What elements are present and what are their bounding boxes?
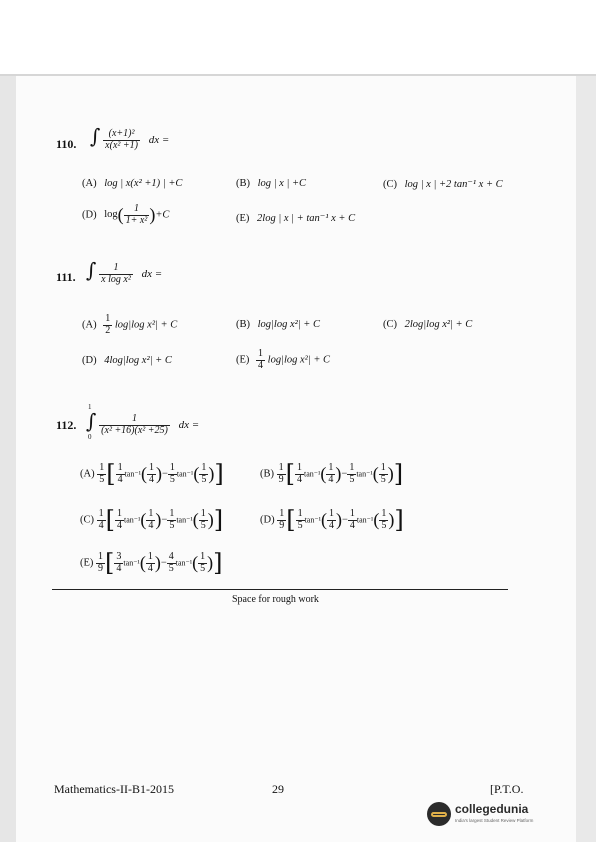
coef-fraction bbox=[167, 552, 176, 574]
option-fraction bbox=[103, 314, 112, 336]
option-label: (B) bbox=[236, 319, 250, 330]
option-fraction bbox=[256, 349, 265, 371]
glasses-icon bbox=[431, 812, 447, 817]
tan-inverse: tan⁻¹ bbox=[124, 515, 141, 525]
fraction-num: 3 bbox=[116, 551, 122, 562]
q110-dx: dx = bbox=[148, 134, 170, 146]
q110-numerator: (x+1)² bbox=[108, 128, 135, 140]
option-tail: +C bbox=[155, 209, 170, 221]
top-margin bbox=[0, 0, 596, 74]
q111-option-e bbox=[236, 349, 330, 371]
fraction-den: 9 bbox=[279, 519, 285, 531]
q111-numerator: 1 bbox=[113, 262, 119, 274]
logo-name: collegedunia bbox=[455, 802, 529, 816]
logo-tagline: India's largest Student Review Platform bbox=[455, 818, 534, 823]
option-label: (B) bbox=[236, 178, 250, 189]
outer-fraction bbox=[277, 463, 286, 485]
option-text: log|log x²| + C bbox=[257, 319, 321, 330]
q112-number: 112. bbox=[56, 418, 77, 432]
q111-option-d bbox=[82, 355, 172, 366]
tan-inverse: tan⁻¹ bbox=[356, 469, 373, 479]
fraction-num: 1 bbox=[133, 203, 139, 214]
fraction-den: 4 bbox=[148, 473, 154, 485]
fraction-num: 1 bbox=[201, 462, 207, 473]
option-text: log | x | +2 tan⁻¹ x + C bbox=[404, 179, 503, 190]
q110-number: 110. bbox=[56, 137, 77, 151]
q110-option-d: (D) log( $\frac{1}{\text{1+ x²}}$ )+C bbox=[82, 203, 170, 226]
left-scan-edge bbox=[0, 76, 16, 842]
q111-expression bbox=[86, 258, 162, 285]
integral-sign: ∫ bbox=[90, 124, 101, 148]
option-label: (A) bbox=[80, 468, 95, 480]
footer-page-number: 29 bbox=[272, 782, 284, 796]
fraction-den: 4 bbox=[328, 519, 334, 531]
rough-work-divider bbox=[52, 589, 508, 590]
q112-denominator: (x² +16)(x² +25) bbox=[101, 424, 168, 436]
tan-inverse: tan⁻¹ bbox=[123, 558, 140, 568]
q112-option-d: (D) $\frac{1}{9}$ [ $\frac{1}{5}$ tan⁻¹( $\frac{1}{4}$ )− $\frac{1}{4}$ tan⁻¹( $\frac{1}{5}$ )] bbox=[260, 506, 404, 534]
q112-lower-limit: 0 bbox=[88, 433, 92, 441]
option-label: (D) bbox=[82, 209, 97, 221]
q112-upper-limit: 1 bbox=[88, 403, 92, 411]
fraction-num: 1 bbox=[117, 508, 122, 519]
fraction-num: 1 bbox=[105, 313, 111, 324]
fraction-den: 5 bbox=[380, 473, 386, 485]
outer-fraction bbox=[97, 463, 106, 485]
arg-fraction bbox=[147, 463, 156, 485]
fraction-den: 5 bbox=[201, 473, 207, 485]
fraction-num: 1 bbox=[169, 508, 175, 519]
outer-fraction bbox=[277, 509, 286, 531]
arg-fraction bbox=[199, 463, 208, 485]
option-label: (E) bbox=[80, 557, 94, 569]
q111-option-c bbox=[383, 319, 472, 330]
fraction-den: 5 bbox=[168, 562, 174, 574]
option-text: log | x | +C bbox=[257, 178, 307, 189]
option-label: (D) bbox=[260, 514, 275, 526]
tan-inverse: tan⁻¹ bbox=[176, 515, 193, 525]
fraction-den: 5 bbox=[169, 473, 175, 485]
q110-option-a bbox=[82, 178, 182, 189]
q112-option-e: (E) $\frac{1}{9}$ [ $\frac{3}{4}$ tan⁻¹( $\frac{1}{4}$ )− $\frac{4}{5}$ tan⁻¹( $\frac{1}{5}$ )] bbox=[80, 549, 223, 577]
collegedunia-logo bbox=[427, 800, 557, 834]
fraction-den: 4 bbox=[117, 473, 123, 485]
fraction-num: 1 bbox=[99, 462, 105, 473]
option-label: (A) bbox=[82, 319, 97, 331]
coef-fraction bbox=[168, 463, 177, 485]
fraction-num: 1 bbox=[258, 348, 264, 359]
fraction-num: 1 bbox=[148, 508, 154, 519]
rough-work-label: Space for rough work bbox=[232, 594, 319, 605]
fraction-num: 1 bbox=[279, 508, 285, 519]
arg-fraction bbox=[198, 552, 207, 574]
option-label: (E) bbox=[236, 354, 250, 366]
arg-fraction bbox=[199, 509, 208, 531]
footer-pto: [P.T.O. bbox=[490, 782, 524, 796]
coef-fraction bbox=[296, 509, 305, 531]
fraction-den: 4 bbox=[258, 359, 264, 371]
fraction-den: 4 bbox=[98, 519, 104, 531]
fraction-den: 4 bbox=[349, 519, 355, 531]
fraction-num: 1 bbox=[98, 551, 104, 562]
q112-expression bbox=[86, 409, 199, 436]
coef-fraction bbox=[295, 463, 304, 485]
option-label: (C) bbox=[383, 179, 397, 190]
fraction-den: 2 bbox=[105, 324, 111, 336]
footer-subject: Mathematics-II-B1-2015 bbox=[54, 782, 174, 796]
fraction-den: 4 bbox=[328, 473, 334, 485]
integral-sign: ∫ bbox=[86, 409, 97, 433]
fraction-den: 5 bbox=[169, 519, 175, 531]
option-label: (E) bbox=[236, 213, 250, 224]
fraction-den: 5 bbox=[200, 562, 206, 574]
fraction-den: 9 bbox=[278, 473, 284, 485]
coef-fraction bbox=[347, 463, 356, 485]
fraction-num: 1 bbox=[349, 462, 355, 473]
option-log: log bbox=[104, 209, 118, 221]
option-label: (C) bbox=[383, 319, 397, 330]
fraction-den: 5 bbox=[200, 519, 206, 531]
option-text: log|log x²| + C bbox=[114, 319, 178, 331]
fraction-num: 1 bbox=[380, 462, 386, 473]
tan-inverse: tan⁻¹ bbox=[124, 469, 141, 479]
fraction-num: 1 bbox=[328, 462, 334, 473]
q110-denominator: x(x² +1) bbox=[105, 139, 138, 151]
arg-fraction bbox=[327, 509, 336, 531]
q112-dx: dx = bbox=[178, 419, 200, 431]
q111-dx: dx = bbox=[141, 268, 163, 280]
fraction-den: 5 bbox=[99, 473, 105, 485]
arg-fraction bbox=[379, 463, 388, 485]
fraction-num: 1 bbox=[200, 551, 206, 562]
q110-expression bbox=[90, 124, 169, 151]
fraction-num: 1 bbox=[297, 508, 303, 519]
tan-inverse: tan⁻¹ bbox=[176, 469, 194, 479]
fraction-num: 1 bbox=[349, 508, 355, 519]
option-text: 2log|log x²| + C bbox=[404, 319, 473, 330]
option-text: 4log|log x²| + C bbox=[104, 355, 172, 366]
tan-inverse: tan⁻¹ bbox=[175, 558, 193, 568]
fraction-den: 4 bbox=[116, 562, 122, 574]
fraction-den: 5 bbox=[297, 519, 303, 531]
page-edge-shadow bbox=[0, 74, 596, 76]
option-label: (A) bbox=[82, 178, 97, 189]
q112-numerator: 1 bbox=[132, 413, 138, 425]
q110-option-c bbox=[383, 178, 503, 190]
q111-denominator: x log x² bbox=[101, 273, 131, 285]
fraction-den: 9 bbox=[98, 562, 104, 574]
q110-option-b bbox=[236, 178, 306, 189]
fraction-num: 1 bbox=[117, 462, 123, 473]
fraction-num: 1 bbox=[200, 508, 206, 519]
fraction-den: 5 bbox=[349, 473, 355, 485]
integral-sign: ∫ bbox=[86, 258, 97, 282]
fraction-num: 1 bbox=[381, 508, 387, 519]
coef-fraction bbox=[167, 509, 176, 531]
q112-option-b: (B) $\frac{1}{9}$ [ $\frac{1}{4}$ tan⁻¹( $\frac{1}{4}$ )− $\frac{1}{5}$ tan⁻¹( $\frac{1}{5}$ )] bbox=[260, 460, 404, 488]
fraction-num: 1 bbox=[147, 551, 153, 562]
option-label: (C) bbox=[80, 514, 94, 526]
tan-inverse: tan⁻¹ bbox=[356, 515, 374, 525]
q111-number: 111. bbox=[56, 270, 76, 284]
option-text: log|log x²| + C bbox=[267, 354, 331, 366]
option-text: 2log | x | + tan⁻¹ x + C bbox=[257, 213, 356, 224]
fraction-num: 1 bbox=[148, 462, 154, 473]
fraction-num: 1 bbox=[98, 508, 104, 519]
fraction-den: 4 bbox=[147, 562, 153, 574]
option-label: (D) bbox=[82, 355, 97, 366]
q112-option-c: (C) $\frac{1}{4}$ [ $\frac{1}{4}$ tan⁻¹( $\frac{1}{4}$ )− $\frac{1}{5}$ tan⁻¹( $\frac{1}{5}$ )] bbox=[80, 506, 224, 534]
tan-inverse: tan⁻¹ bbox=[304, 515, 321, 525]
arg-fraction bbox=[146, 552, 155, 574]
q112-fraction bbox=[99, 414, 170, 436]
fraction-den: 5 bbox=[381, 519, 387, 531]
q110-option-e bbox=[236, 212, 355, 224]
right-scan-edge bbox=[576, 76, 596, 842]
tan-inverse: tan⁻¹ bbox=[304, 469, 321, 479]
coef-fraction bbox=[116, 463, 125, 485]
outer-fraction bbox=[97, 509, 106, 531]
fraction-num: 1 bbox=[297, 462, 302, 473]
fraction-num: 1 bbox=[278, 462, 284, 473]
q112-option-a: (A) $\frac{1}{5}$ [ $\frac{1}{4}$ tan⁻¹( $\frac{1}{4}$ )− $\frac{1}{5}$ tan⁻¹( $\frac{1}{5}$ )] bbox=[80, 460, 224, 488]
q111-fraction bbox=[99, 263, 133, 285]
q111-option-b bbox=[236, 319, 320, 330]
option-fraction bbox=[124, 204, 150, 226]
fraction-num: 1 bbox=[169, 462, 175, 473]
fraction-den: 4 bbox=[148, 519, 154, 531]
fraction-num: 4 bbox=[168, 551, 174, 562]
option-text: log | x(x² +1) | +C bbox=[104, 178, 183, 189]
q111-option-a bbox=[82, 314, 177, 336]
fraction-den: 4 bbox=[297, 473, 302, 485]
arg-fraction bbox=[379, 509, 388, 531]
q110-fraction bbox=[103, 129, 140, 151]
option-label: (B) bbox=[260, 468, 274, 480]
fraction-den: 1+ x² bbox=[125, 214, 148, 226]
outer-fraction bbox=[96, 552, 105, 574]
fraction-den: 4 bbox=[117, 519, 122, 531]
fraction-num: 1 bbox=[328, 508, 334, 519]
coef-fraction bbox=[115, 509, 124, 531]
coef-fraction bbox=[348, 509, 357, 531]
